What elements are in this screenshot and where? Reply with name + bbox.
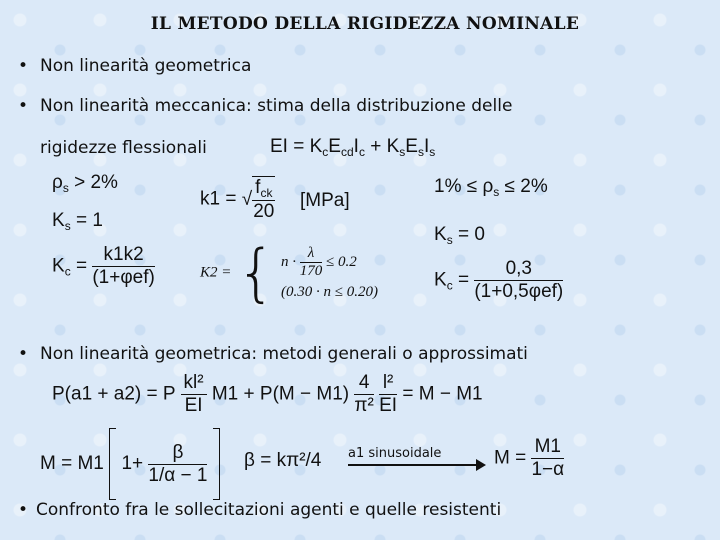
m-final-equation [494,436,564,481]
bullet-text: Non linearità meccanica: stima della distribuzione delle [40,96,513,116]
brace-icon: { [236,236,276,309]
p-eq-num1: kl² [181,372,207,395]
k2-fraction [300,245,323,280]
p-eq-den2b: EI [379,395,398,416]
p-eq-den1: EI [184,395,203,416]
p-eq-den2a: π² [354,395,374,416]
m-eq-den: 1/α − 1 [148,464,208,486]
k2-numerator: λ [300,245,323,263]
ks-one-formula: $K_s = 1$ [52,210,103,233]
m-final-lhs: M = [494,447,527,469]
m-eq-lhs: M = M1 [40,453,104,475]
bullet-continuation: rigidezze flessionali [40,138,207,158]
bullet-geometric-nonlinearity [18,56,251,76]
kc-eq: = [70,255,88,277]
kc-formula-2: $K_c$ = $\frac{0,3}{\text{(1+0,5φef)}}$ [434,258,564,302]
bullet-text: Non linearità geometrica: metodi generali o approssimati [40,344,528,364]
rho-symbol: ρ [52,172,63,193]
m-eq-fraction [148,442,207,487]
kc-denominator: (1+φef) [92,267,155,288]
mpa-unit: [MPa] [300,190,350,211]
p-eq-num2a: 4 [354,372,373,395]
ks0-symbol: K [434,224,447,245]
p-eq-frac2 [354,372,373,417]
kc-symbol: K [52,255,65,277]
k2-case1-a: n · [281,253,297,270]
left-bracket-icon [109,428,116,500]
k2-formula [200,236,379,309]
kc2-symbol: K [434,269,447,291]
bullet-comparison [18,500,501,520]
p-eq-frac3 [379,372,397,417]
kc-fraction [92,244,154,289]
sqrt-icon: √ [241,188,253,210]
ei-ic: I [353,136,359,157]
bullet-mechanical-nonlinearity [18,96,512,116]
ks0-rest: = 0 [452,224,485,245]
ks-zero-formula: $K_s = 0$ [434,224,485,247]
rho-rest: > 2% [68,172,118,193]
ei-plus-ks: + K [370,136,400,157]
m-equation [40,428,220,500]
k1-numerator: f [255,177,261,198]
kc2-eq: = [452,269,470,291]
bullet-text: Non linearità geometrica [40,56,252,76]
arrow-shaft [348,464,478,466]
m-final-fraction [531,436,564,481]
kc-formula-1: $K_c$ = $\frac{k1k2}{\text{(1+φef)}}$ [52,244,155,288]
ei-es: E [405,136,418,157]
right-bracket-icon [213,428,220,500]
rho-greater-formula: $\rho_s > 2\%$ [52,172,118,195]
ei-ec: E [328,136,341,157]
arrow-right-icon [476,459,486,471]
bullet-geometric-methods [18,344,528,364]
ei-lhs: EI = K [270,136,323,157]
k2-lhs: K2 = [200,264,232,281]
ei-formula: EI = $K_cE_{cd}I_c + K_sE_sI_s$ [270,136,436,159]
ks-rest: = 1 [70,210,103,231]
k1-numerator-sub: ck [260,186,273,200]
k2-denominator: 170 [299,263,323,279]
page-title: IL METODO DELLA RIGIDEZZA NOMINALE [150,14,580,34]
kc2-numerator: 0,3 [474,258,563,281]
kc-numerator: k1k2 [92,244,154,267]
rho-range-a: 1% ≤ ρ [434,176,494,197]
m-final-num: M1 [531,436,564,459]
k2-case1-b: ≤ 0.2 [326,253,357,270]
kc2-fraction [474,258,563,303]
rho-range-formula: $1\% \le \rho_s \le 2\%$ [434,176,548,199]
m-final-den: 1−α [531,459,565,480]
k2-case2: (0.30 · n ≤ 0.20) [281,284,379,300]
k1-lhs: k1 = [200,188,237,210]
a1-sinusoidal-label: a1 sinusoidale [348,446,442,461]
p-equation [52,372,483,417]
k1-fraction [252,176,275,223]
bullet-marker: • [18,344,29,364]
p-eq-num2b: l² [379,372,397,395]
ks-symbol: K [52,210,65,231]
m-eq-one: 1+ [121,453,144,475]
bullet-marker: • [18,500,29,520]
p-eq-frac1 [181,372,207,417]
bullet-text: Confronto fra le sollecitazioni agenti e quelle resistenti [36,500,502,520]
m-eq-num: β [148,442,207,465]
p-eq-lhs: P(a1 + a2) = P [52,383,176,405]
p-eq-rhs: = M − M1 [402,383,483,405]
k1-formula [200,176,275,223]
ei-is: I [423,136,430,157]
bullet-marker: • [18,96,29,116]
rho-range-b: ≤ 2% [499,176,548,197]
p-eq-m1: M1 [211,383,239,405]
bullet-marker: • [18,56,29,76]
k1-denominator: 20 [253,201,275,222]
beta-equation: β = kπ²/4 [244,450,322,471]
p-eq-mid: + P(M − M1) [243,383,350,405]
kc2-denominator: (1+0,5φef) [474,281,564,302]
